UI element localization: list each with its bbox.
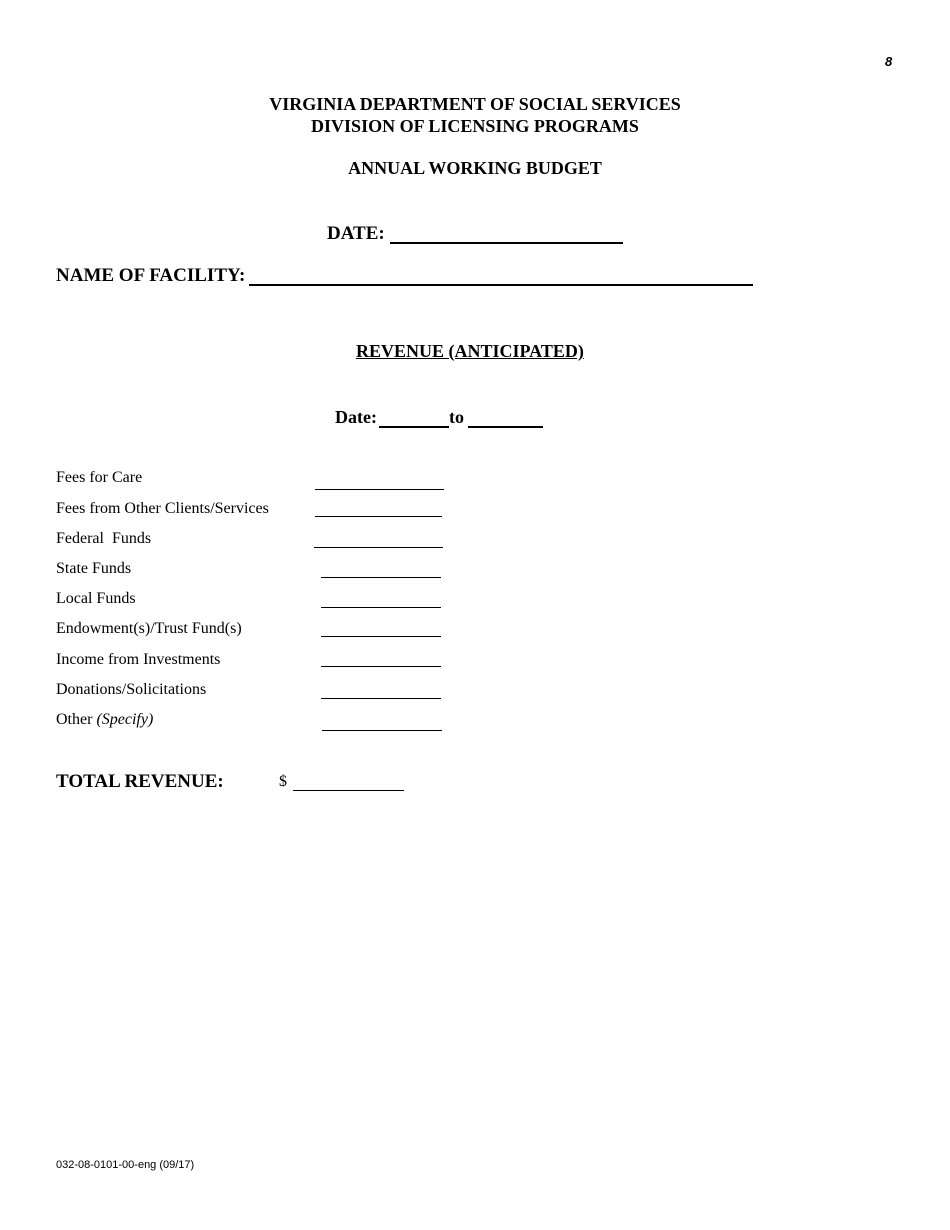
page-number: 8: [885, 54, 893, 69]
currency-symbol: $: [279, 773, 287, 790]
revenue-item-label: Donations/Solicitations: [56, 681, 207, 698]
revenue-item-label: Fees for Care: [56, 469, 143, 486]
revenue-item-field[interactable]: [321, 636, 441, 637]
period-to-field[interactable]: [468, 426, 543, 428]
revenue-item-field[interactable]: [315, 516, 442, 517]
other-label: Other: [56, 711, 93, 728]
date-field[interactable]: [390, 242, 623, 244]
facility-name-field[interactable]: [249, 284, 753, 286]
revenue-item-label: Federal Funds: [56, 530, 152, 547]
revenue-item-label: [56, 711, 153, 729]
revenue-item-field[interactable]: [321, 577, 441, 578]
revenue-item-label: State Funds: [56, 560, 132, 577]
revenue-item-field[interactable]: [322, 730, 442, 731]
facility-name-label: NAME OF FACILITY:: [56, 265, 246, 286]
revenue-heading: REVENUE (ANTICIPATED): [356, 341, 584, 361]
form-code: 032-08-0101-00-eng (09/17): [56, 1159, 195, 1171]
total-revenue-label: TOTAL REVENUE:: [56, 771, 224, 792]
revenue-item-field[interactable]: [321, 666, 441, 667]
revenue-item-label: Income from Investments: [56, 651, 221, 668]
total-revenue-field[interactable]: [293, 790, 404, 791]
department-heading: VIRGINIA DEPARTMENT OF SOCIAL SERVICES: [269, 94, 681, 114]
revenue-item-field[interactable]: [321, 607, 441, 608]
revenue-item-label: Endowment(s)/Trust Fund(s): [56, 620, 242, 637]
revenue-item-field[interactable]: [314, 547, 443, 548]
revenue-item-label: Fees from Other Clients/Services: [56, 500, 269, 517]
period-from-field[interactable]: [379, 426, 449, 428]
form-title: ANNUAL WORKING BUDGET: [348, 158, 602, 178]
revenue-item-label: Local Funds: [56, 590, 136, 607]
period-from-label: Date:: [335, 407, 377, 427]
period-to-label: to: [449, 407, 464, 427]
revenue-item-field[interactable]: [321, 698, 441, 699]
other-note: (Specify): [96, 711, 154, 728]
date-label: DATE:: [327, 223, 385, 244]
revenue-item-field[interactable]: [315, 489, 444, 490]
division-heading: DIVISION OF LICENSING PROGRAMS: [311, 116, 639, 136]
